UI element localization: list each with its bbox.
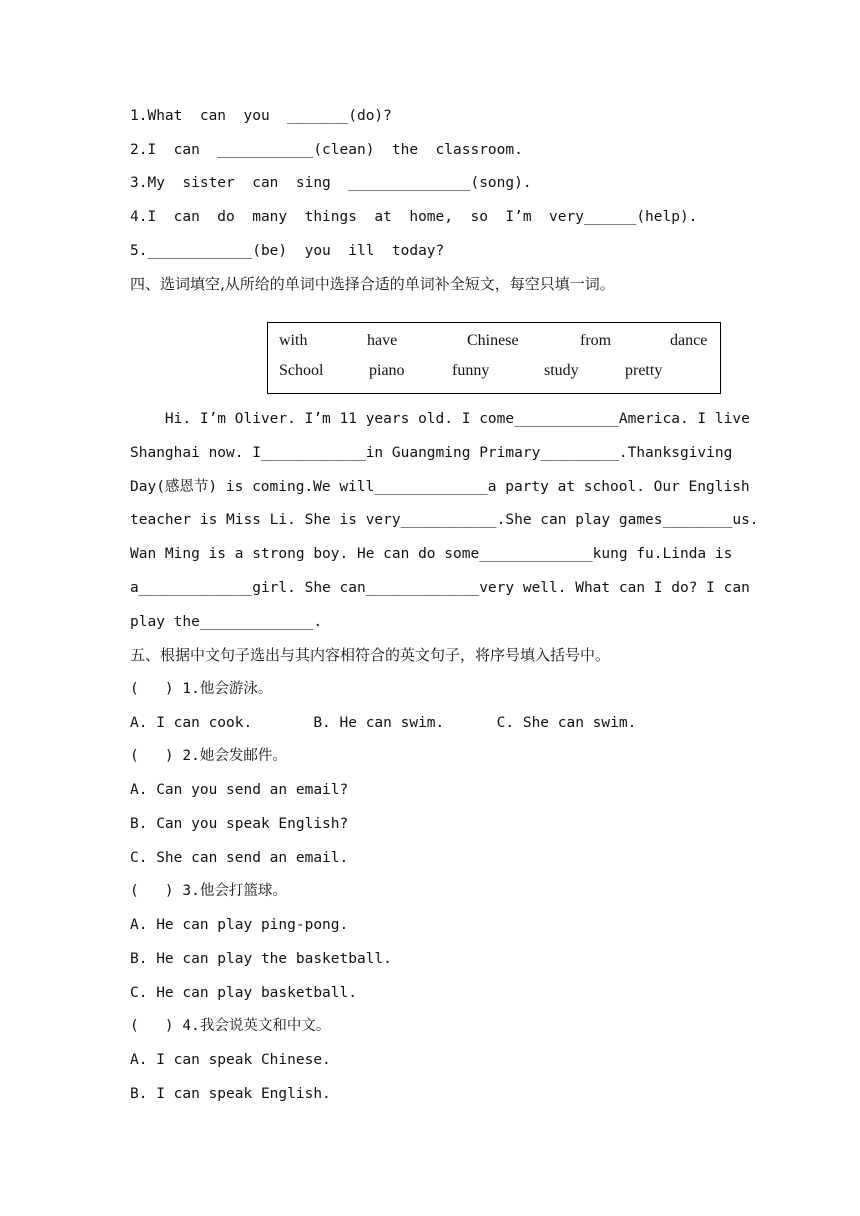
q3-option-a: A. He can play ping-pong. [130, 917, 349, 933]
q1-options: A. I can cook. B. He can swim. C. She can swim. [130, 715, 637, 731]
passage-line-1: Hi. I’m Oliver. I’m 11 years old. I come____________America. I live [130, 411, 750, 427]
q4-option-b: B. I can speak English. [130, 1086, 331, 1102]
word-school: School [279, 362, 324, 379]
word-from: from [580, 332, 612, 349]
word-have: have [367, 332, 398, 349]
q3-option-c: C. He can play basketball. [130, 985, 357, 1001]
q4-prompt: ( ) 4.我会说英文和中文。 [130, 1018, 331, 1034]
word-piano: piano [369, 362, 405, 379]
passage-line-2: Shanghai now. I____________in Guangming Primary_________.Thanksgiving [130, 445, 733, 461]
s3-item-3: 3.My sister can sing ______________(song). [130, 175, 532, 191]
passage-line-5: Wan Ming is a strong boy. He can do some_____________kung fu.Linda is [130, 546, 733, 562]
word-study: study [544, 362, 579, 379]
q2-option-c: C. She can send an email. [130, 850, 349, 866]
s3-item-5: 5.____________(be) you ill today? [130, 243, 445, 259]
word-funny: funny [452, 362, 490, 379]
s3-item-1: 1.What can you _______(do)? [130, 108, 392, 124]
passage-line-4: teacher is Miss Li. She is very___________.She can play games________us. [130, 512, 759, 528]
q2-option-b: B. Can you speak English? [130, 816, 349, 832]
s3-item-4: 4.I can do many things at home, so I’m very______(help). [130, 209, 698, 225]
q1-prompt: ( ) 1.他会游泳。 [130, 681, 273, 697]
section4-heading: 四、选词填空,从所给的单词中选择合适的单词补全短文，每空只填一词。 [130, 275, 615, 293]
q3-prompt: ( ) 3.他会打篮球。 [130, 883, 287, 899]
s3-item-2: 2.I can ___________(clean) the classroom. [130, 142, 523, 158]
q2-prompt: ( ) 2.她会发邮件。 [130, 748, 287, 764]
word-chinese: Chinese [467, 332, 519, 349]
passage-line-7: play the_____________. [130, 614, 323, 630]
word-with: with [279, 332, 308, 349]
passage-line-6: a_____________girl. She can_____________very well. What can I do? I can [130, 580, 750, 596]
word-dance: dance [670, 332, 708, 349]
q2-option-a: A. Can you send an email? [130, 782, 349, 798]
passage-line-3: Day(感恩节) is coming.We will_____________a party at school. Our English [130, 479, 750, 495]
q4-option-a: A. I can speak Chinese. [130, 1052, 331, 1068]
word-box [267, 322, 721, 394]
q3-option-b: B. He can play the basketball. [130, 951, 392, 967]
section5-heading: 五、根据中文句子选出与其内容相符合的英文句子，将序号填入括号中。 [130, 646, 611, 664]
word-pretty: pretty [625, 362, 663, 379]
